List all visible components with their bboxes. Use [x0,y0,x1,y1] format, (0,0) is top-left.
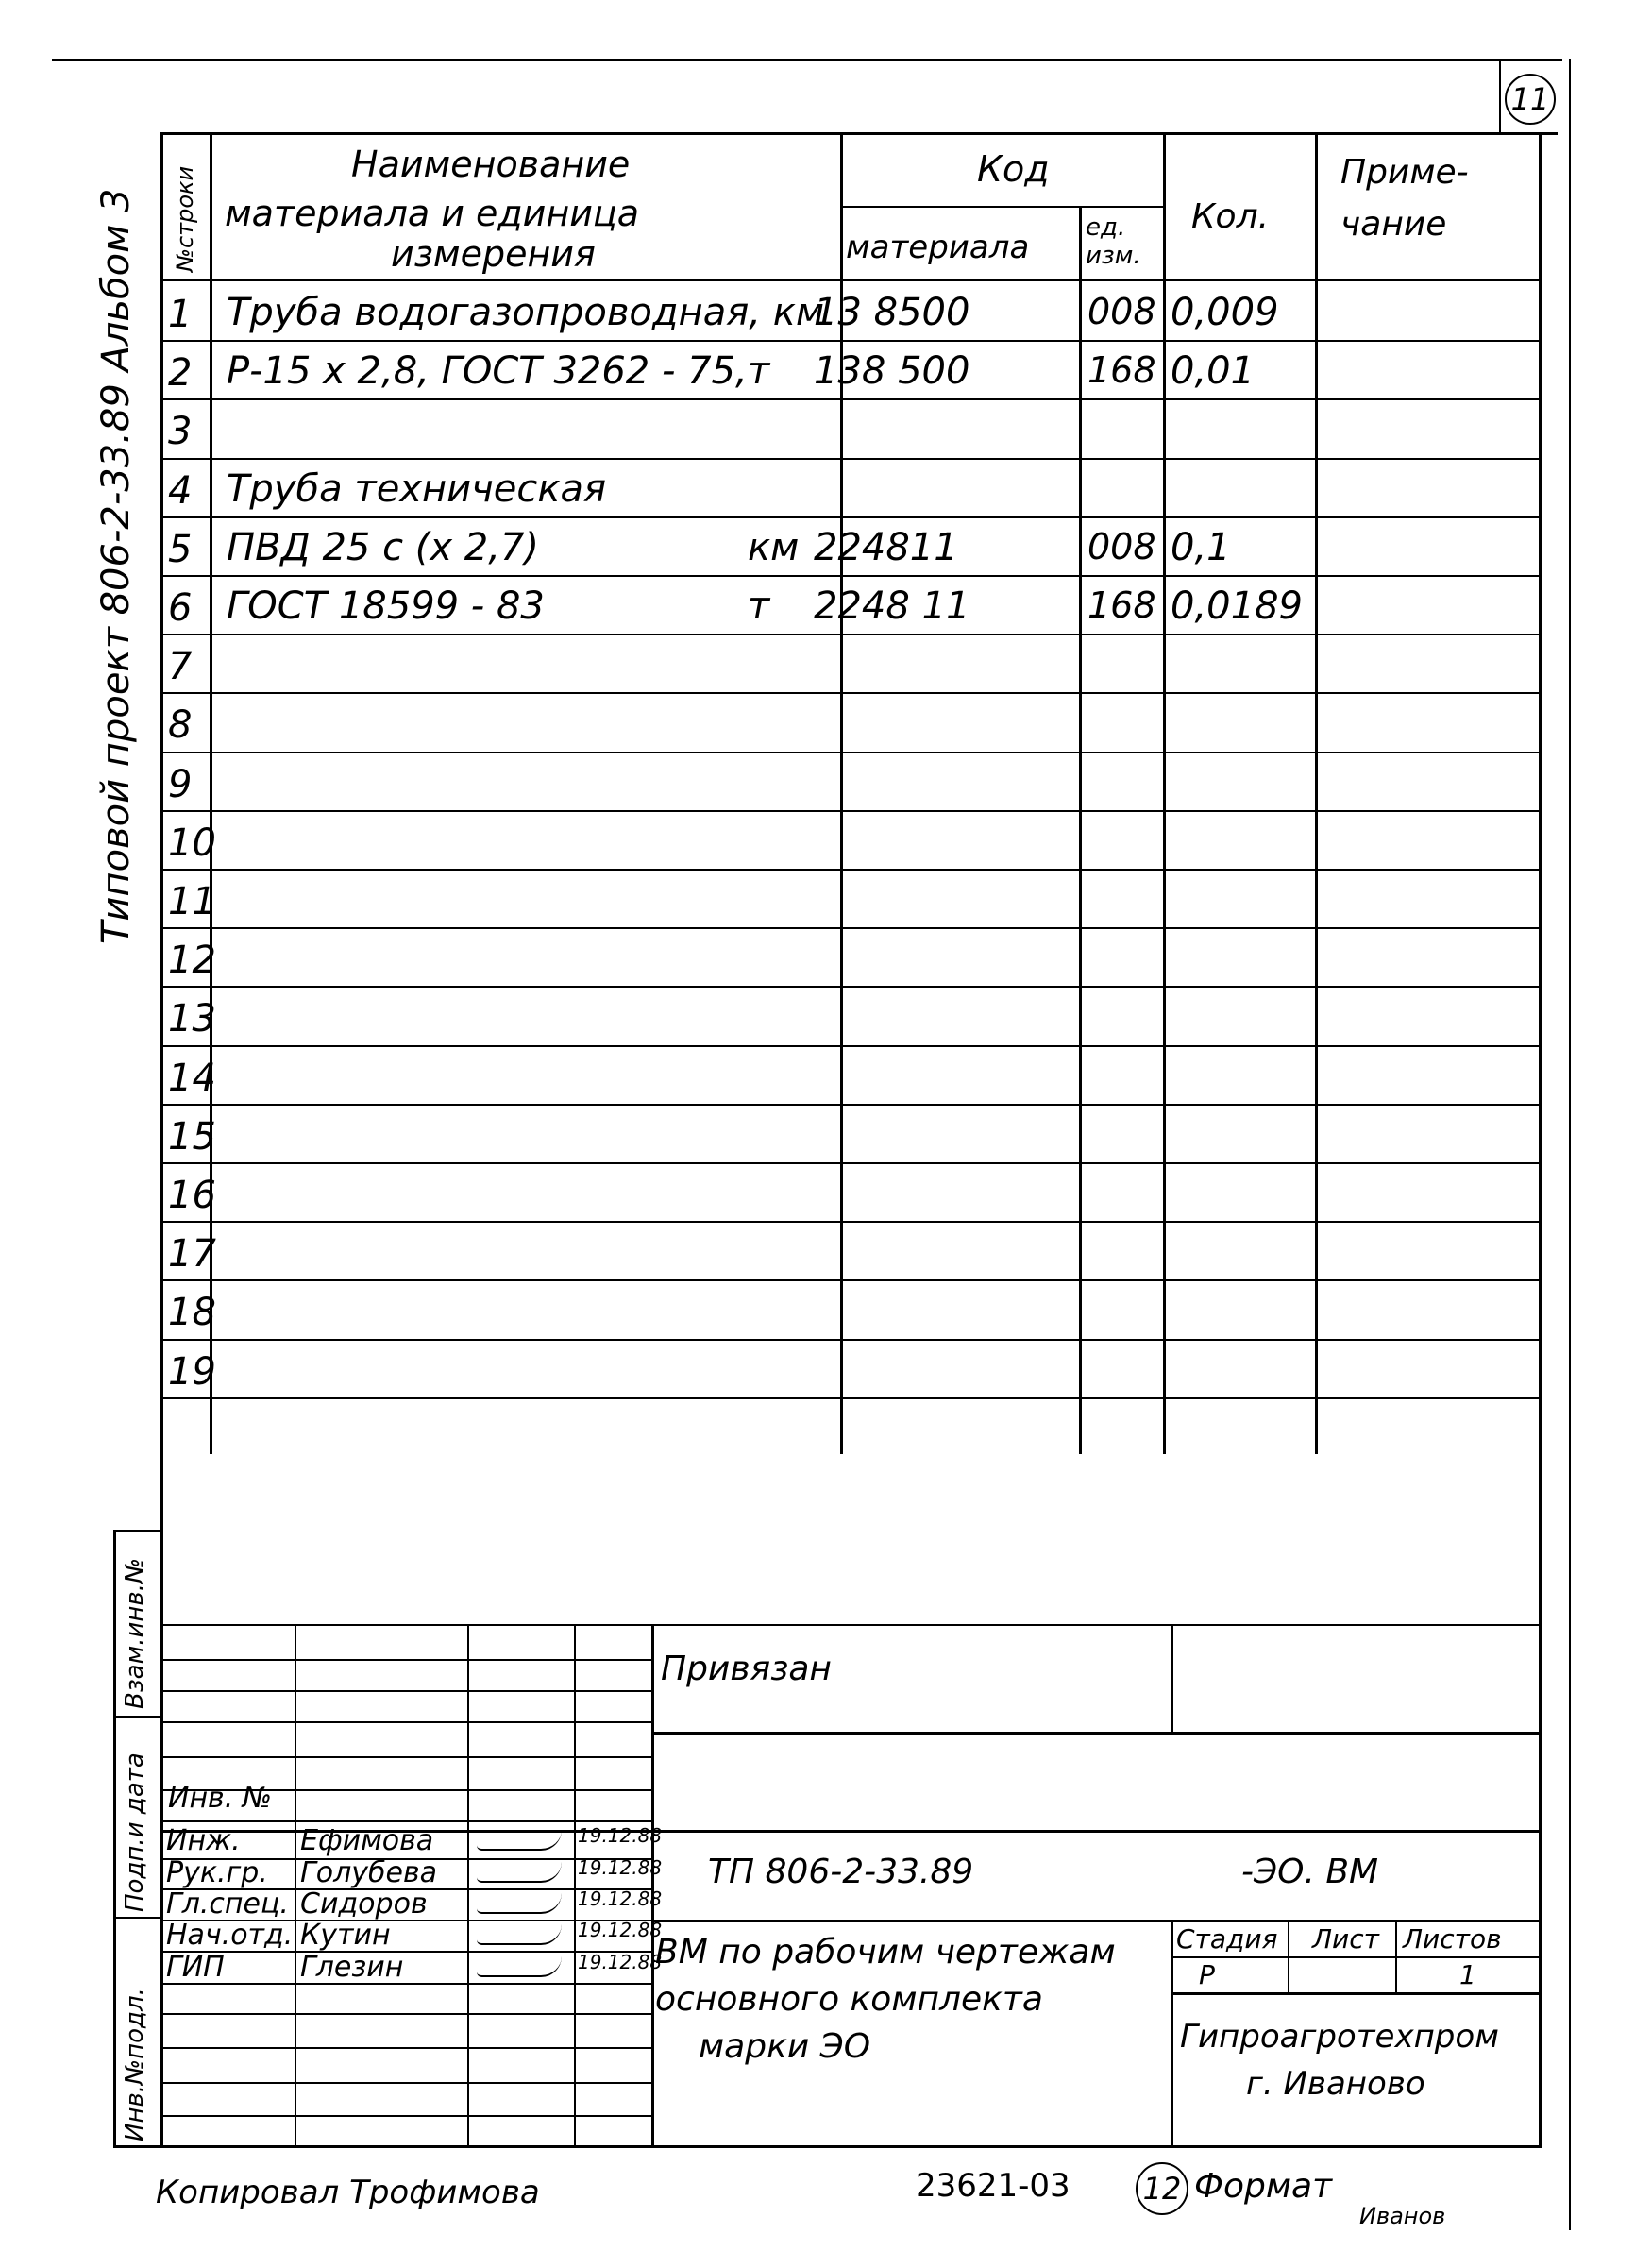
row-qty: 0,01 [1171,349,1256,394]
row-unit: км [748,525,800,569]
stamp-person-role: ГИП [166,1951,225,1984]
footer-copied: Копировал Трофимова [156,2174,540,2211]
row-name: Труба техническая [227,466,607,511]
header-code-unit-l1: ед. [1086,213,1126,242]
footer-format: Формат [1194,2167,1333,2206]
row-ucode: 008 [1087,525,1156,567]
stamp-v6 [1171,1920,1173,2148]
stamp-person-name: Ефимова [300,1824,434,1857]
footer-archive-no: 23621-03 [916,2167,1070,2205]
table-row [162,281,1541,340]
row-num: 5 [168,527,193,571]
row-num: 15 [168,1114,216,1159]
stamp-row-line [162,1721,653,1723]
stamp-v5 [1171,1624,1173,1733]
row-name: Труба водогазопроводная, км [227,291,825,334]
stamp-person-name: Голубева [300,1856,438,1889]
stamp-doc-bottom [651,1920,1541,1922]
stamp-title-l2: основного комплекта [655,1980,1043,2019]
stamp-row-line [162,2115,653,2117]
stamp-org-l1: Гипроагротехпром [1180,2018,1499,2056]
table-row [162,986,1541,1044]
row-ucode: 168 [1087,584,1156,626]
row-name: ПВД 25 с (х 2,7) [227,525,540,569]
stamp-v8 [1395,1920,1397,1993]
row-unit: т [748,584,770,628]
margin-podp: Подп.и дата [121,1752,149,1912]
signature-mark [477,1862,562,1883]
top-rule [52,59,1562,61]
row-code: 2248 11 [814,584,970,628]
stamp-doc-suffix: -ЭО. ВМ [1241,1853,1379,1891]
outer-right [1569,59,1571,2230]
margin-split-1 [113,1716,162,1718]
table-row [162,458,1541,516]
footer-scribble: Иванов [1359,2203,1446,2229]
header-name-l2: материала и единица [225,193,640,234]
margin-split-2 [113,1917,162,1919]
row-unit: т [748,349,770,394]
stamp-person-role: Гл.спец. [166,1887,289,1921]
row-code: 138 500 [814,349,970,394]
side-title: Типовой проект 806-2-33.89 Альбом 3 [94,188,138,944]
row-num: 2 [168,351,193,396]
table-row [162,810,1541,869]
row-qty: 0,009 [1171,291,1279,334]
row-num: 1 [168,293,193,336]
table-row [162,692,1541,751]
header-code-unit-l2: изм. [1086,242,1141,270]
header-note-l2: чание [1340,205,1447,244]
stamp-row-line [162,1690,653,1692]
signature-mark [477,1893,562,1914]
row-num: 17 [168,1232,216,1277]
table-row [162,869,1541,927]
table-row [162,398,1541,457]
table-row [162,340,1541,398]
stamp-privyazan-bottom [651,1732,1541,1735]
stamp-row-line [162,2013,653,2015]
header-qty: Кол. [1191,197,1270,236]
stamp-stage: Р [1199,1959,1215,1990]
row-num: 19 [168,1349,216,1394]
table-row [162,1162,1541,1221]
signature-mark [477,1924,562,1945]
table-row [162,634,1541,692]
frame-bottom [113,2145,1542,2148]
stamp-title-l3: марки ЭО [699,2027,871,2066]
frame-top [160,132,1558,135]
table-row [162,752,1541,810]
stamp-person-name: Глезин [300,1951,404,1984]
stamp-v3 [574,1624,576,2148]
stamp-person-date: 19.12.88 [578,1951,663,1973]
stamp-top [162,1624,1541,1626]
row-line [162,1397,1541,1399]
table-row [162,1104,1541,1162]
stamp-person-date: 19.12.88 [578,1856,663,1879]
row-num: 3 [168,410,193,454]
table-row [162,516,1541,575]
table-row [162,575,1541,634]
stamp-row-line [162,2082,653,2084]
header-name-l1: Наименование [351,144,631,185]
stamp-row-line [162,1659,653,1661]
stamp-v2 [467,1624,469,2148]
table-row [162,1339,1541,1397]
row-qty: 0,0189 [1171,584,1303,628]
header-note-l1: Приме- [1340,153,1469,192]
stamp-org-l2: г. Иваново [1246,2065,1425,2103]
row-num: 11 [168,880,216,923]
signature-mark [477,1830,562,1851]
stamp-row-line [162,1756,653,1758]
row-num: 16 [168,1174,216,1217]
row-name: Р-15 x 2,8, ГОСТ 3262 - 75, [227,349,748,394]
page-number: 11 [1505,74,1556,125]
row-num: 18 [168,1291,216,1335]
row-ucode: 008 [1087,291,1156,332]
row-num: 7 [168,645,193,689]
stamp-sheets: 1 [1459,1959,1476,1990]
row-num: 9 [168,762,193,806]
page-box-left [1499,59,1501,134]
header-code: Код [977,148,1050,190]
margin-vzam: Взам.инв.№ [121,1558,149,1709]
row-num: 12 [168,939,216,983]
row-qty: 0,1 [1171,525,1231,569]
signature-mark [477,1956,562,1977]
row-code: 224811 [814,525,958,569]
row-num: 6 [168,586,193,630]
stamp-person-date: 19.12.88 [578,1824,663,1847]
stamp-person-date: 19.12.88 [578,1919,663,1941]
stamp-stage-label: Стадия [1176,1923,1278,1955]
row-num: 4 [168,468,193,513]
row-name: ГОСТ 18599 - 83 [227,584,545,628]
table-row [162,1045,1541,1104]
stamp-privyazan: Привязан [661,1650,832,1688]
table-row [162,1279,1541,1338]
margin-inv: Инв.№подл. [121,1988,149,2141]
stamp-v7 [1288,1920,1289,1993]
stamp-row-line [162,1820,653,1822]
footer-sheet-circle: 12 [1136,2162,1188,2215]
header-row-number: №строки [172,165,198,272]
row-num: 14 [168,1056,216,1100]
stamp-sheets-label: Листов [1403,1923,1502,1955]
stamp-row-line [162,1983,653,1985]
row-num: 10 [168,821,216,865]
row-ucode: 168 [1087,349,1156,392]
table-row [162,927,1541,986]
stamp-inv-no: Инв. № [168,1782,273,1815]
stamp-stage-bottom [1171,1992,1541,1995]
stamp-row-line [162,2047,653,2049]
table-row [162,1221,1541,1279]
code-split [840,206,1166,208]
stamp-doc-code: ТП 806-2-33.89 [708,1853,974,1891]
stamp-person-role: Инж. [166,1824,241,1857]
margin-top [113,1530,162,1532]
stamp-person-name: Кутин [300,1919,391,1952]
stamp-person-name: Сидоров [300,1887,428,1921]
margin-col-left [113,1530,116,2148]
stamp-stage-mid [1171,1956,1541,1958]
stamp-person-date: 19.12.88 [578,1887,663,1910]
row-num: 13 [168,997,216,1041]
stamp-sheet-label: Лист [1312,1923,1379,1955]
stamp-v4 [651,1624,654,2148]
row-code: 13 8500 [814,291,970,334]
row-num: 8 [168,703,193,748]
header-code-material: материала [846,228,1030,266]
stamp-person-role: Нач.отд. [166,1919,294,1952]
stamp-v1 [295,1624,296,2148]
stamp-person-role: Рук.гр. [166,1856,268,1889]
header-name-l3: измерения [391,233,596,275]
stamp-title-l1: ВМ по рабочим чертежам [655,1933,1116,1972]
